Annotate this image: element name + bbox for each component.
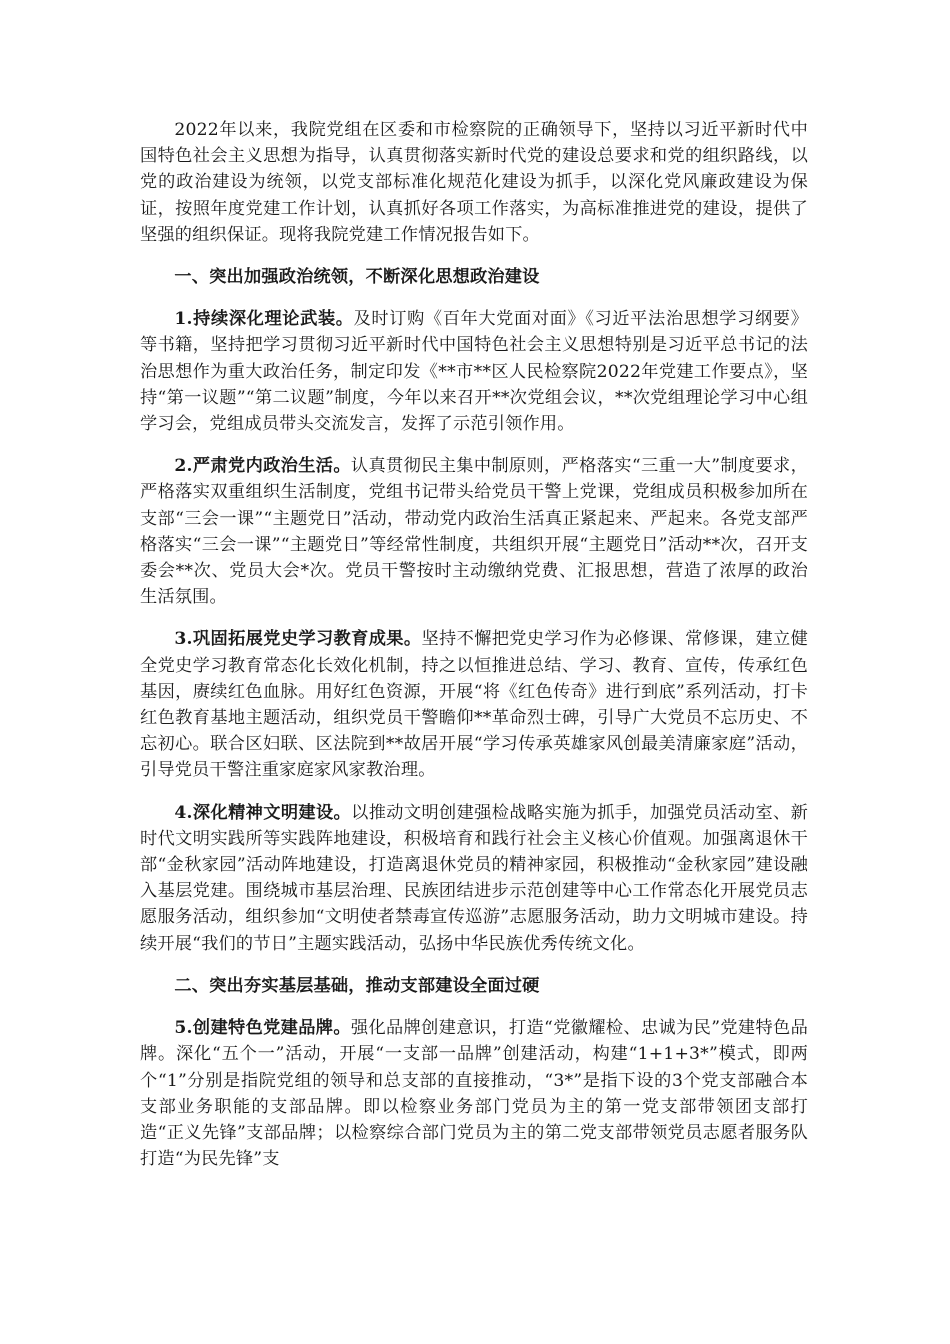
document-page [140,117,808,1188]
section-heading-1: 一、突出加强政治统领，不断深化思想政治建设 [174,267,540,288]
item-paragraph-5 [140,1015,808,1172]
item-lead-2: 2.严肃党内政治生活。 [174,456,351,477]
item-lead-5: 5.创建特色党建品牌。 [174,1018,351,1039]
item-paragraph-1 [140,306,808,437]
item-body-5: 强化品牌创建意识，打造“党徽耀检、忠诚为民”党建特色品牌。深化“五个一”活动，开展“一支部一品牌”创建活动，构建“1+1+3*”模式，即两个“1”分别是指院党组的领导和总支部的直接推动，“3*”是指下设的3个党支部融合本支部业务职能的支部品牌。即以检察业务部门党员为主的第一党支部带领团支部打造“正义先锋”支部品牌；以检察综合部门党员为主的第二党支部带领党员志愿者服务队打造“为民先锋”支 [140,1018,808,1170]
item-paragraph-2 [140,453,808,610]
item-lead-4: 4.深化精神文明建设。 [174,802,352,823]
item-lead-3: 3.巩固拓展党史学习教育成果。 [174,629,422,650]
section-heading-2: 二、突出夯实基层基础，推动支部建设全面过硬 [174,975,540,996]
item-paragraph-4 [140,800,808,957]
item-body-2: 认真贯彻民主集中制原则，严格落实“三重一大”制度要求，严格落实双重组织生活制度，党组书记带头给党员干警上党课，党组成员积极参加所在支部“三会一课”“主题党日”活动，带动党内政治生活真正紧起来、严起来。各党支部严格落实“三会一课”“主题党日”等经常性制度，共组织开展“主题党日”活动**次，召开支委会**次、党员大会*次。党员干警按时主动缴纳党费、汇报思想，营造了浓厚的政治生活氛围。 [140,456,808,608]
item-paragraph-3 [140,626,808,783]
item-body-4: 以推动文明创建强检战略实施为抓手，加强党员活动室、新时代文明实践所等实践阵地建设，积极培育和践行社会主义核心价值观。加强离退休干部“金秋家园”活动阵地建设，打造离退休党员的精神家园，积极推动“金秋家园”建设融入基层党建。围绕城市基层治理、民族团结进步示范创建等中心工作常态化开展党员志愿服务活动，组织参加“文明使者禁毒宣传巡游”志愿服务活动，助力文明城市建设。持续开展“我们的节日”主题实践活动，弘扬中华民族优秀传统文化。 [140,802,808,954]
item-body-1: 及时订购《百年大党面对面》《习近平法治思想学习纲要》等书籍，坚持把学习贯彻习近平新时代中国特色社会主义思想特别是习近平总书记的法治思想作为重大政治任务，制定印发《**市**区人民检察院2022年党建工作要点》，坚持“第一议题”“第二议题”制度，今年以来召开**次党组会议，**次党组理论学习中心组学习会，党组成员带头交流发言，发挥了示范引领作用。 [140,309,808,435]
intro-paragraph: 2022年以来，我院党组在区委和市检察院的正确领导下，坚持以习近平新时代中国特色社会主义思想为指导，认真贯彻落实新时代党的建设总要求和党的组织路线，以党的政治建设为统领，以党支部标准化规范化建设为抓手，以深化党风廉政建设为保证，按照年度党建工作计划，认真抓好各项工作落实，为高标准推进党的建设，提供了坚强的组织保证。现将我院党建工作情况报告如下。 [140,120,808,245]
item-lead-1: 1.持续深化理论武装。 [174,309,354,330]
item-body-3: 坚持不懈把党史学习作为必修课、常修课，建立健全党史学习教育常态化长效化机制，持之以恒推进总结、学习、教育、宣传，传承红色基因，赓续红色血脉。用好红色资源，开展“将《红色传奇》进行到底”系列活动，打卡红色教育基地主题活动，组织党员干警瞻仰**革命烈士碑，引导广大党员不忘历史、不忘初心。联合区妇联、区法院到**故居开展“学习传承英雄家风创最美清廉家庭”活动，引导党员干警注重家庭家风家教治理。 [140,629,808,781]
